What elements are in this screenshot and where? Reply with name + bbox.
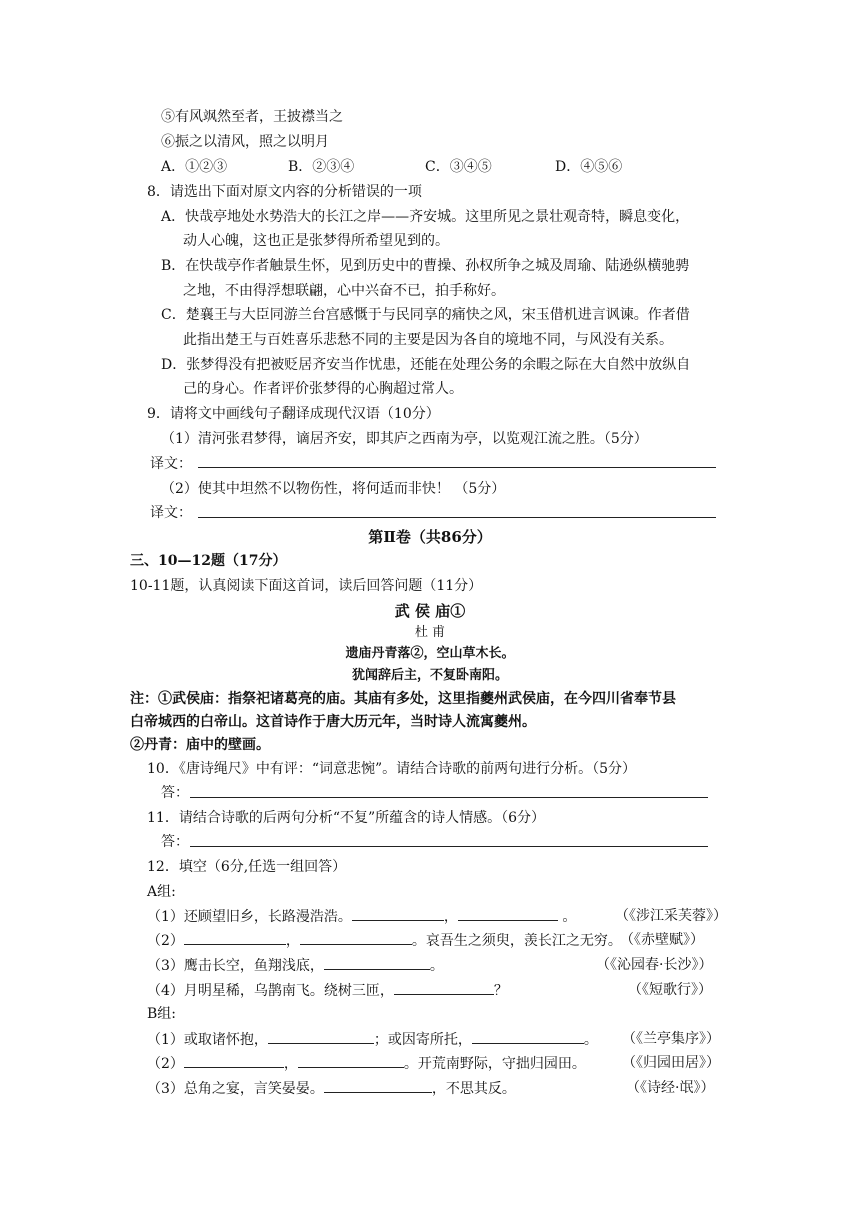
b2-text-post: 。开荒南野际，守拙归园田。 [403, 1056, 586, 1072]
q10-stem: 10．《唐诗绳尺》中有评：“词意悲惋”。请结合诗歌的前两句进行分析。（5分） [147, 761, 637, 777]
b1-blank-2[interactable] [472, 1029, 584, 1044]
poem-line-1: 遗庙丹青落②，空山草木长。 [345, 646, 515, 661]
a2-text-pre: （2） [147, 933, 184, 949]
a2-blank-1[interactable] [184, 930, 286, 945]
b3-source: （《诗经·氓》） [626, 1080, 715, 1096]
a1-blank-1[interactable] [352, 906, 444, 921]
a1-text-post: 。 [557, 909, 577, 925]
q8-option-d-line2: 己的身心。作者评价张梦得的心胸超过常人。 [183, 381, 463, 397]
q7-option-a: A．①②③ [161, 159, 228, 175]
q8-option-b-line1: B．在快哉亭作者触景生怀，见到历史中的曹操、孙权所争之城及周瑜、陆逊纵横驰骋 [161, 258, 690, 274]
group-b-heading: B组: [147, 1006, 177, 1022]
q7-item-5: ⑤有风飒然至者，王披襟当之 [161, 109, 343, 125]
a2-blank-2[interactable] [300, 930, 412, 945]
group-a-heading: A组: [147, 884, 176, 900]
b3-text-post: ，不思其反。 [431, 1081, 516, 1097]
a2-text-post: 。哀吾生之须臾，羡长江之无穷。 [411, 933, 622, 949]
a3-text-post: 。 [429, 958, 444, 974]
a3-blank-1[interactable] [324, 955, 430, 970]
b2-source: （《归园田居》） [622, 1055, 720, 1071]
poem-line-2: 犹闻辞后主，不复卧南阳。 [351, 668, 508, 683]
q10-answer-line[interactable] [190, 797, 708, 798]
q9-stem: 9．请将文中画线句子翻译成现代汉语（10分） [147, 406, 440, 422]
q11-answer-label: 答： [161, 834, 189, 850]
a2-source: （《赤壁赋》） [620, 932, 704, 948]
b3-fill [147, 1078, 516, 1099]
q8-option-d-line1: D．张梦得没有把被贬居齐安当作忧患，还能在处理公务的余暇之际在大自然中放纵自 [161, 357, 691, 373]
a1-text-pre: （1）还顾望旧乡，长路漫浩浩。 [147, 909, 352, 925]
a1-fill [147, 906, 576, 927]
a1-text-mid: ， [443, 909, 458, 925]
b1-text-pre: （1）或取诸怀抱， [147, 1032, 268, 1048]
a3-source: （《沁园春·长沙》） [596, 957, 713, 973]
q7-option-b: B．②③④ [288, 159, 355, 175]
q7-option-c: C．③④⑤ [425, 159, 492, 175]
a2-fill [147, 930, 622, 951]
a4-text-post: ？ [493, 983, 508, 999]
q9-sentence-2: （2）使其中坦然不以物伤性，将何适而非快！ （5分） [161, 481, 506, 497]
q10-11-intro: 10-11题，认真阅读下面这首词，读后回答问题（11分） [130, 578, 483, 594]
b1-text-post: 。 [583, 1032, 598, 1048]
q11-answer-line[interactable] [190, 846, 708, 847]
b2-text-mid: ， [283, 1056, 298, 1072]
note-1-line-1: 注：①武侯庙：指祭祀诸葛亮的庙。其庙有多处，这里指夔州武侯庙，在今四川省奉节县 [130, 691, 676, 707]
q9-sentence-1: （1）清河张君梦得，谪居齐安，即其庐之西南为亭，以览观江流之胜。（5分） [161, 431, 648, 447]
q8-option-a-line2: 动人心魄，这也正是张梦得所希望见到的。 [183, 233, 449, 249]
b2-fill [147, 1053, 586, 1074]
q10-answer-label: 答： [161, 785, 189, 801]
q11-stem: 11．请结合诗歌的后两句分析“不复”所蕴含的诗人情感。（6分） [147, 810, 546, 826]
a4-source: （《短歌行》） [628, 982, 712, 998]
a3-text-pre: （3）鹰击长空，鱼翔浅底， [147, 958, 324, 974]
b3-blank-1[interactable] [324, 1078, 432, 1093]
q8-option-c-line2: 此指出楚王与百姓喜乐悲愁不同的主要是因为各自的境地不同，与风没有关系。 [183, 332, 673, 348]
poem-title: 武 侯 庙① [394, 602, 466, 620]
q8-option-b-line2: 之地，不由得浮想联翩，心中兴奋不已，拍手称好。 [183, 283, 505, 299]
a1-source: （《涉江采芙蓉》） [615, 908, 727, 924]
q9-answer-line-1[interactable] [198, 467, 716, 468]
q9-translation-label-1: 译文： [150, 456, 192, 472]
b1-blank-1[interactable] [268, 1029, 374, 1044]
b1-fill [147, 1029, 598, 1050]
poem-author: 杜 甫 [414, 625, 446, 640]
q7-option-d: D．④⑤⑥ [555, 159, 623, 175]
q8-option-a-line1: A．快哉亭地处水势浩大的长江之岸——齐安城。这里所见之景壮观奇特，瞬息变化， [161, 209, 690, 225]
q9-translation-label-2: 译文： [150, 505, 192, 521]
b1-source: （《兰亭集序》） [622, 1031, 720, 1047]
q9-answer-line-2[interactable] [198, 517, 716, 518]
b1-text-mid: ；或因寄所托， [373, 1032, 472, 1048]
b2-text-pre: （2） [147, 1056, 184, 1072]
a3-fill [147, 955, 444, 976]
b2-blank-1[interactable] [184, 1053, 284, 1068]
a4-blank-1[interactable] [394, 980, 494, 995]
b3-text-pre: （3）总角之宴，言笑晏晏。 [147, 1081, 324, 1097]
q8-option-c-line1: C．楚襄王与大臣同游兰台宫感慨于与民同享的痛快之风，宋玉借机进言讽谏。作者借 [161, 307, 690, 323]
a2-text-mid: ， [285, 933, 300, 949]
a4-fill [147, 980, 508, 1001]
q7-item-6: ⑥振之以清风，照之以明月 [161, 134, 329, 150]
part-3-heading: 三、10—12题（17分） [130, 553, 287, 569]
a4-text-pre: （4）月明星稀，乌鹊南飞。绕树三匝， [147, 983, 394, 999]
b2-blank-2[interactable] [298, 1053, 404, 1068]
note-2: ②丹青：庙中的壁画。 [130, 737, 270, 753]
section-2-title: 第Ⅱ卷（共86分） [368, 528, 492, 546]
a1-blank-2[interactable] [458, 906, 558, 921]
q12-stem: 12．填空（6分,任选一组回答） [147, 859, 347, 875]
note-1-line-2: 白帝城西的白帝山。这首诗作于唐大历元年，当时诗人流寓夔州。 [130, 714, 536, 730]
q8-stem: 8．请选出下面对原文内容的分析错误的一项 [147, 184, 422, 200]
